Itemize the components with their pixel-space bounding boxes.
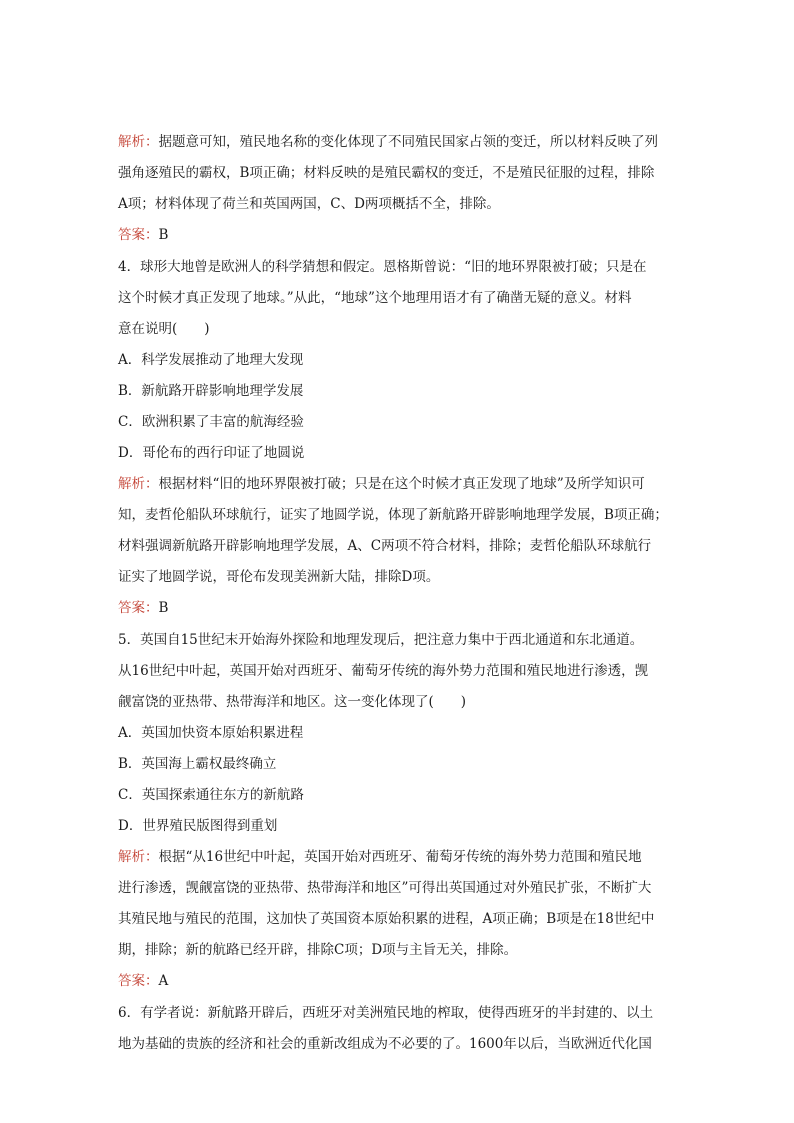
q4-analysis-line: 证实了地圆学说，哥伦布发现美洲新大陆，排除D项。: [118, 569, 440, 585]
q5-stem-line: 5．英国自15世纪末开始海外探险和地理发现后，把注意力集中于西北通道和东北通道。: [118, 632, 644, 648]
q4-option-a: A．科学发展推动了地理大发现: [118, 352, 304, 368]
answer-label: 答案：: [118, 600, 159, 616]
q5-analysis-line: 解析：根据“从16世纪中叶起，英国开始对西班牙、葡萄牙传统的海外势力范围和殖民地: [118, 849, 642, 865]
analysis-label: 解析：: [118, 476, 159, 492]
answer-label: 答案：: [118, 973, 159, 989]
q4-analysis-line: 材料强调新航路开辟影响地理学发展，A、C两项不符合材料，排除；麦哲伦船队环球航行: [118, 538, 652, 554]
q4-option-b: B．新航路开辟影响地理学发展: [118, 383, 304, 399]
q4-analysis-line: 解析：根据材料“旧的地环界限被打破；只是在这个时候才真正发现了地球”及所学知识可: [118, 476, 645, 492]
q4-stem-line: 意在说明( ): [118, 321, 210, 337]
q5-option-d: D．世界殖民版图得到重划: [118, 818, 278, 834]
answer-label: 答案：: [118, 227, 159, 243]
q3-answer: 答案：B: [118, 227, 169, 243]
q4-option-c: C．欧洲积累了丰富的航海经验: [118, 414, 304, 430]
q5-analysis-line: 期，排除；新的航路已经开辟，排除C项；D项与主旨无关，排除。: [118, 942, 518, 958]
q4-option-d: D．哥伦布的西行印证了地圆说: [118, 445, 305, 461]
analysis-label: 解析：: [118, 849, 159, 865]
q4-stem-line: 4．球形大地曾是欧洲人的科学猜想和假定。恩格斯曾说：“旧的地环界限被打破；只是在: [118, 259, 647, 275]
q3-analysis-line: 解析：据题意可知，殖民地名称的变化体现了不同殖民国家占领的变迁，所以材料反映了列: [118, 134, 658, 150]
q3-analysis-line: A项；材料体现了荷兰和英国两国，C、D两项概括不全，排除。: [118, 196, 500, 212]
q5-analysis-line: 其殖民地与殖民的范围，这加快了英国资本原始积累的进程，A项正确；B项是在18世纪中: [118, 911, 655, 927]
q6-stem-line: 地为基础的贵族的经济和社会的重新改组成为不必要的了。1600年以后，当欧洲近代化国: [118, 1036, 652, 1052]
analysis-label: 解析：: [118, 134, 159, 150]
q5-option-a: A．英国加快资本原始积累进程: [118, 725, 304, 741]
q5-stem-line: 觎富饶的亚热带、热带海洋和地区。这一变化体现了( ): [118, 694, 467, 710]
q5-analysis-line: 进行渗透，觊觎富饶的亚热带、热带海洋和地区”可得出英国通过对外殖民扩张，不断扩大: [118, 880, 652, 896]
q3-analysis-line: 强角逐殖民的霸权，B项正确；材料反映的是殖民霸权的变迁，不是殖民征服的过程，排除: [118, 165, 655, 181]
q5-stem-line: 从16世纪中叶起，英国开始对西班牙、葡萄牙传统的海外势力范围和殖民地进行渗透，觊: [118, 663, 649, 679]
q5-answer: 答案：A: [118, 973, 169, 989]
q5-option-b: B．英国海上霸权最终确立: [118, 756, 277, 772]
q6-stem-line: 6．有学者说：新航路开辟后，西班牙对美洲殖民地的榨取，使得西班牙的半封建的、以土: [118, 1005, 654, 1021]
q5-option-c: C．英国探索通往东方的新航路: [118, 787, 304, 803]
q4-stem-line: 这个时候才真正发现了地球。”从此，“地球”这个地理用语才有了确凿无疑的意义。材料: [118, 290, 632, 306]
q4-answer: 答案：B: [118, 600, 169, 616]
q4-analysis-line: 知，麦哲伦船队环球航行，证实了地圆学说，体现了新航路开辟影响地理学发展，B项正确；: [118, 507, 668, 523]
